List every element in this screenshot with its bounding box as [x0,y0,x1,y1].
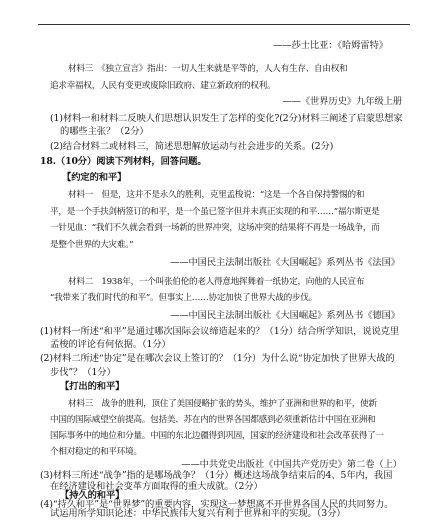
top-rule [38,24,410,25]
question-2: (2)结合材料二或材料三，简述思想解放运动与社会进步的关系。(2分) [50,141,334,152]
material-1-line-2: 平，是一个手扶剑柄签订的和平，是一个虽已签字但并未真正实现的和平……”福尔斯更是 [50,207,380,217]
material-3b-line-4: 个相对稳定的和平环境。 [50,447,142,457]
section-fought-peace: 【打出的和平】 [60,381,125,392]
material-1-line-1: 材料一 但是，这并不是永久的胜利，克里孟梭说：“这是一个各自保持警惕的和 [68,190,365,200]
section-agreed-peace: 【约定的和平】 [62,172,127,183]
material-3-line-2: 追求幸福权，人民有变更或废除旧政府、建立新政府的权利。 [50,81,276,91]
sub-question-4-line-1: (4)“持久和平”是“世界梦”的重要内容，实现这一梦想离不开世界各国人民的共同努力。 [40,499,394,510]
question-18-header: 18.（10分）阅读下列材料，回答问题。 [40,156,207,167]
sub-question-3-line-2: 在经济建设和社会变革方面取得的重大成就。（2分） [50,481,263,492]
material-1-line-4: 是整个世界的大灾难。” [50,240,134,250]
sub-question-2-line-2: 步伐”？（1分） [50,367,116,378]
material-3b-line-2: 中国的国际威望空前提高。包括美、苏在内的世界各国都感到必须重新估计中国在亚洲和 [50,415,376,425]
source-germany: ——中国民主法制出版社《大国崛起》系列丛书《德国》 [170,310,400,321]
material-3b-line-3: 国际事务中的地位和分量。中国的东北边疆得到巩固，国家的经济建设和社会改革获得了一 [50,431,384,441]
question-1-line-2: 的哪些主张？（2分） [60,126,149,137]
material-2-line-1: 材料二 1938年，一个叫张伯伦的老人得意地挥舞着一纸协定，向他的人民宣布 [68,277,365,287]
source-france: ——中国民主法制出版社《大国崛起》系列丛书《法国》 [170,257,400,268]
source-world-history: ——《世界历史》九年级上册 [282,96,402,107]
source-cpc-history: ——中共党史出版社《中国共产党历史》第二卷（上） [181,459,402,470]
sub-question-3-line-1: (3)材料三所述“战争”指的是哪场战争？（1分）概述这场战争结束后的4、5年内，我国 [40,470,393,481]
question-1-line-1: (1)材料一和材料二反映人们思想认识发生了怎样的变化?(2分)材料三阐述了启蒙思想家 [50,113,403,124]
material-3b-line-1: 材料三 战争的胜利，顶住了美国侵略扩张的势头，维护了亚洲和世界的和平，使新 [68,399,377,409]
quote-source-shakespeare: ——莎士比亚：《哈姆雷特》 [273,40,388,51]
material-3-line-1: 材料三 《独立宣言》指出：一切人生来就是平等的，人人有生存、自由权和 [68,64,348,74]
sub-question-2-line-1: (2)材料二所述“协定”是在哪次会议上签订的？（1分）为什么说“协定加快了世界大战的 [40,353,395,364]
sub-question-1-line-1: (1)材料一所述“和平”是通过哪次国际会议缔造起来的？（1分）结合所学知识，说说克里 [40,326,400,337]
sub-question-1-line-2: 孟梭的评论有何依据。（1分） [50,339,171,350]
section-lasting-peace: 【持久的和平】 [60,490,125,501]
sub-question-4-line-2: 试运用所学知识论述：中华民族伟大复兴有利于世界和平的实现。（3分） [50,508,346,519]
material-1-line-3: 一针见血：“我们不久就会看到一场新的世界冲突，这场冲突的结果将不再是一场战争，而 [50,223,380,233]
material-2-line-2: “我带来了我们时代的和平”。但事实上……协定加快了世界大战的步伐。 [50,293,317,303]
